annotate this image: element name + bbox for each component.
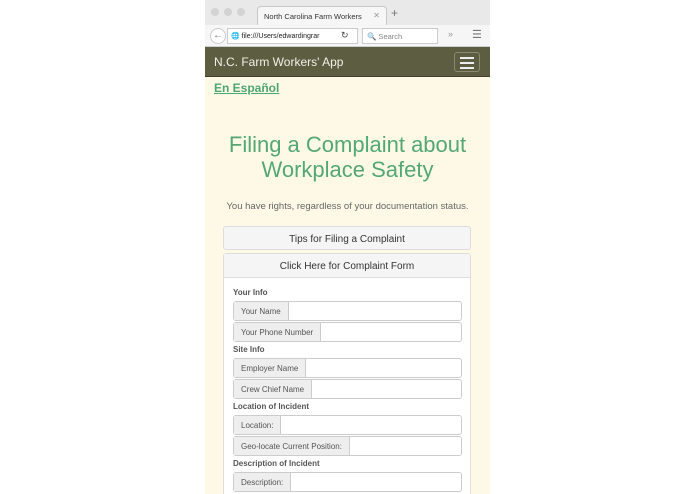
description-input[interactable]	[291, 473, 468, 491]
field-label: Employer Name	[234, 359, 306, 377]
search-placeholder: Search	[378, 32, 403, 41]
your-name-field[interactable]	[233, 301, 462, 321]
employer-input[interactable]	[306, 359, 483, 377]
geolocate-input[interactable]	[350, 437, 490, 455]
browser-tab[interactable]	[257, 6, 387, 25]
browser-menu-icon[interactable]: ☰	[472, 29, 482, 41]
app-brand[interactable]: N.C. Farm Workers' App	[214, 55, 344, 69]
field-label: Your Name	[234, 302, 289, 320]
url-text: file:///Users/edwardingrar	[241, 33, 320, 40]
section-site-info: Site Info	[233, 345, 265, 354]
back-button[interactable]: ←	[210, 28, 226, 44]
employer-field[interactable]	[233, 358, 462, 378]
description-field[interactable]	[233, 472, 462, 492]
hamburger-menu-button[interactable]	[454, 52, 480, 72]
section-description: Description of Incident	[233, 459, 320, 468]
minimize-window-button[interactable]	[224, 8, 232, 16]
complaint-form-panel	[223, 253, 471, 494]
crew-chief-input[interactable]	[312, 380, 489, 398]
url-bar[interactable]: 🌐 file:///Users/edwardingrar	[227, 28, 358, 44]
location-field[interactable]	[233, 415, 462, 435]
tab-title: North Carolina Farm Workers	[264, 12, 362, 21]
browser-toolbar	[205, 25, 490, 47]
navbar	[205, 47, 490, 77]
tab-bar	[205, 0, 490, 25]
field-label: Location:	[234, 416, 281, 434]
close-tab-icon[interactable]: ✕	[373, 11, 380, 20]
subtitle: You have rights, regardless of your documentation status.	[226, 201, 469, 212]
field-label: Description:	[234, 473, 291, 491]
section-location: Location of Incident	[233, 402, 309, 411]
overflow-chevron-icon[interactable]: »	[448, 29, 454, 39]
your-name-input[interactable]	[289, 302, 466, 320]
page-title: Filing a Complaint about Workplace Safety	[228, 132, 467, 182]
phone-field[interactable]	[233, 322, 462, 342]
section-your-info: Your Info	[233, 288, 268, 297]
field-label: Your Phone Number	[234, 323, 321, 341]
complaint-form-toggle[interactable]: Click Here for Complaint Form	[224, 254, 470, 278]
search-input[interactable]: 🔍 Search	[362, 28, 438, 44]
browser-window	[205, 0, 490, 494]
phone-input[interactable]	[321, 323, 490, 341]
zoom-window-button[interactable]	[237, 8, 245, 16]
tips-panel-button[interactable]: Tips for Filing a Complaint	[223, 226, 471, 250]
field-label: Geo-locate Current Position:	[234, 437, 350, 455]
new-tab-button[interactable]: +	[391, 6, 399, 20]
reload-icon[interactable]: ↻	[341, 30, 349, 40]
geolocate-field[interactable]	[233, 436, 462, 456]
spanish-language-link[interactable]: En Español	[214, 81, 280, 95]
crew-chief-field[interactable]	[233, 379, 462, 399]
close-window-button[interactable]	[211, 8, 219, 16]
field-label: Crew Chief Name	[234, 380, 312, 398]
location-input[interactable]	[281, 416, 461, 434]
